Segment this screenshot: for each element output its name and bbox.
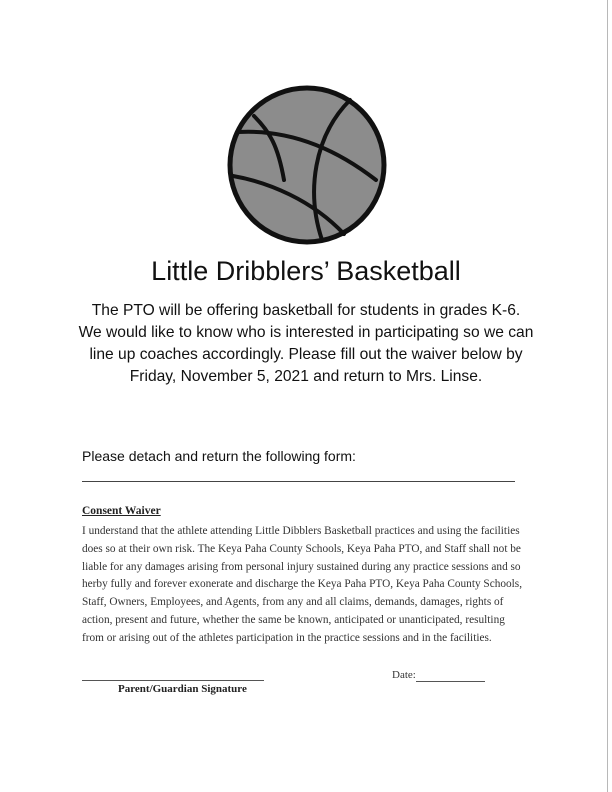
scan-edge-line [607, 0, 608, 792]
signature-label: Parent/Guardian Signature [118, 683, 247, 695]
tear-off-line [82, 481, 515, 482]
intro-line: The PTO will be offering basketball for students in grades K-6. [91, 302, 521, 319]
waiver-line: Staff, Owners, Employees, and Agents, from any and all claims, demands, damages, rights of [82, 596, 504, 609]
waiver-line: I understand that the athlete attending Little Dibblers Basketball practices and using the facilities [82, 525, 520, 537]
page-title: Little Dribblers’ Basketball [151, 256, 461, 286]
waiver-line: from or arising out of the athletes participation in the practice sessions and in the facilities. [82, 631, 492, 644]
waiver-line: liable for any damages arising from personal injury sustained during any practice sessions and so [82, 560, 521, 573]
intro-line: We would like to know who is interested in participating so we can [78, 324, 534, 341]
ball-body [230, 88, 384, 242]
intro-line: Friday, November 5, 2021 and return to Mrs. Linse. [129, 368, 483, 385]
waiver-heading: Consent Waiver [82, 505, 161, 517]
waiver-line: herby fully and forever exonerate and discharge the Keya Paha PTO, Keya Paha County Schools, [82, 578, 523, 591]
signature-field[interactable] [82, 680, 264, 681]
date-field[interactable] [416, 681, 485, 682]
waiver-text [82, 523, 542, 648]
date-label: Date: [392, 669, 416, 681]
intro-paragraph [20, 300, 592, 388]
waiver-line: action, present and future, whether the same be known, anticipated or unanticipated, resulting [82, 613, 505, 626]
waiver-line: does so at their own risk. The Keya Paha County Schools, Keya Paha PTO, and Staff shall not be [82, 542, 521, 555]
detach-instruction: Please detach and return the following form: [82, 448, 356, 464]
basketball-icon [226, 84, 388, 246]
intro-line: line up coaches accordingly. Please fill out the waiver below by [89, 346, 523, 363]
